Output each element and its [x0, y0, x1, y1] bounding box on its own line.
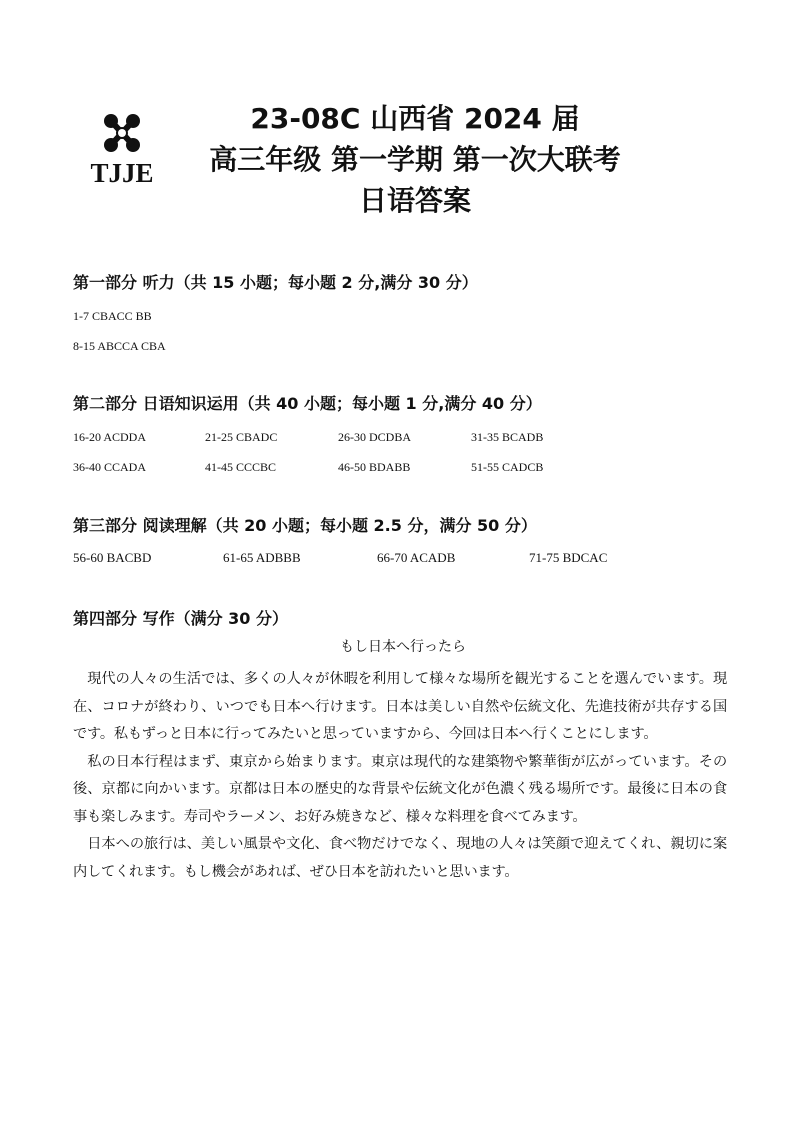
answer-group: 51-55 CADCB	[471, 460, 544, 474]
part3-section	[73, 516, 733, 566]
logo-text: TJJE	[90, 158, 154, 188]
part1-answer-line: 1-7 CBACC BB	[73, 309, 152, 323]
answer-group: 56-60 BACBD	[73, 550, 152, 565]
part4-section	[73, 609, 733, 629]
answer-group: 36-40 CCADA	[73, 460, 147, 474]
answer-group: 31-35 BCADB	[471, 430, 544, 444]
essay-paragraph: 現代の人々の生活では、多くの人々が休暇を利用して様々な場所を観光することを選んでいます。現在、コロナが終わり、いつでも日本へ行けます。日本は美しい自然や伝統文化、先進技術が共存する国です。私もずっと日本に行ってみたいと思っていますから、今回は日本へ行くことにします。	[73, 671, 727, 742]
part3-answer-row	[73, 550, 733, 566]
tjje-logo	[84, 113, 160, 193]
part1-heading: 第一部分 听力（共 15 小题；每小题 2 分,满分 30 分）	[73, 273, 478, 292]
answer-group: 41-45 CCCBC	[205, 460, 277, 474]
title-line-1: 23-08C 山西省 2024 届	[250, 102, 580, 135]
answer-group: 66-70 ACADB	[377, 550, 456, 565]
answer-group: 21-25 CBADC	[205, 430, 278, 444]
part1-answer-line: 8-15 ABCCA CBA	[73, 339, 166, 353]
page-title	[160, 98, 670, 221]
answer-group: 16-20 ACDDA	[73, 430, 147, 444]
title-line-3: 日语答案	[358, 184, 471, 217]
part2-answer-row	[73, 460, 733, 476]
essay-paragraph: 日本への旅行は、美しい風景や文化、食べ物だけでなく、現地の人々は笑顔で迎えてくれ、親切に案内してくれます。もし機会があれば、ぜひ日本を訪れたいと思います。	[73, 836, 727, 880]
essay-title: もし日本へ行ったら	[340, 639, 466, 655]
essay-body	[73, 666, 727, 886]
answer-group: 61-65 ADBBB	[223, 550, 301, 565]
answer-group: 71-75 BDCAC	[529, 550, 608, 565]
part1-section	[73, 273, 733, 353]
part4-heading: 第四部分 写作（满分 30 分）	[73, 609, 288, 628]
logo-mark-icon	[102, 113, 142, 155]
title-line-2: 高三年级 第一学期 第一次大联考	[209, 143, 621, 176]
part2-section	[73, 394, 733, 476]
essay-paragraph: 私の日本行程はまず、東京から始まります。東京は現代的な建築物や繁華街が広がっています。その後、京都に向かいます。京都は日本の歴史的な背景や伝統文化が色濃く残る場所です。最後に日本の食事も楽しみます。寿司やラーメン、お好み焼きなど、様々な料理を食べてみます。	[73, 753, 727, 825]
answer-group: 26-30 DCDBA	[338, 430, 412, 444]
part3-heading: 第三部分 阅读理解（共 20 小题；每小题 2.5 分，满分 50 分）	[73, 516, 537, 535]
part2-answer-row	[73, 430, 733, 446]
answer-group: 46-50 BDABB	[338, 460, 411, 474]
part2-heading: 第二部分 日语知识运用（共 40 小题；每小题 1 分,满分 40 分）	[73, 394, 542, 413]
